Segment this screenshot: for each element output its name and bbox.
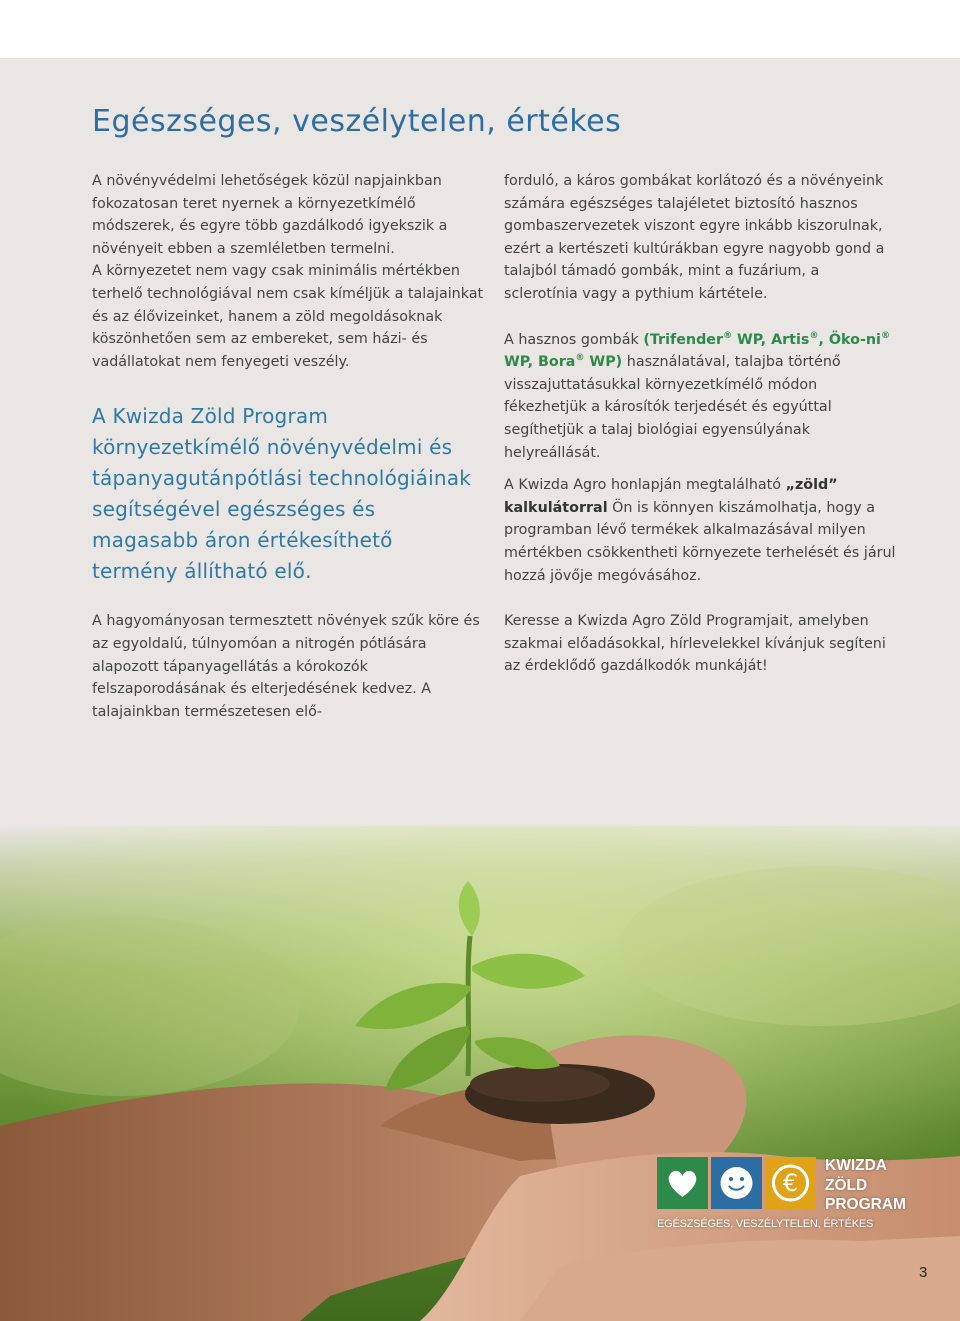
highlight-quote: A Kwizda Zöld Program környezetkímélő növényvédelmi és tápanyagutánpótlási technológiáinak segítségével egészséges és magasabb áron értékesíthető termény állítható elő. <box>92 404 471 584</box>
intro-paragraph: A növényvédelmi lehetőségek közül napjainkban fokozatosan teret nyernek a környezetkímélő módszerek, és egyre több gazdálkodó igyekszik a növényeit ebben a szemléletben termelni. <box>92 173 448 257</box>
calculator-lead: A Kwizda Agro honlapján megtalálható <box>504 477 786 494</box>
closing-paragraph: Keresse a Kwizda Agro Zöld Programjait, amelyben szakmai előadásokkal, hírlevelekkel kívánjuk segíteni az érdeklődő gazdálkodók munkáját! <box>504 613 886 675</box>
product-names: (Trifender® WP, Artis®, Öko-ni® WP, Bora® WP) <box>504 330 890 371</box>
calculator-paragraph <box>504 474 896 587</box>
logo-line-zold: ZÖLD <box>825 1176 868 1194</box>
calculator-rest: Ön is könnyen kiszámolhatja, hogy a programban lévő termékek alkalmazásával milyen mértékben csökkentheti környezete terhelését és járul hozzá jövője megóvásához. <box>504 499 896 584</box>
page-number: 3 <box>919 1264 928 1281</box>
text-column-right <box>504 170 896 678</box>
logo-line-kwizda: KWIZDA <box>825 1157 887 1174</box>
svg-text:€: € <box>782 1169 799 1197</box>
environment-paragraph: A környezetet nem vagy csak minimális mértékben terhelő technológiával nem csak kíméljük a talajainkat és az élővizeinket, hanem a zöld megoldásoknak köszönhetően sem az embereket, sem házi- és vadállatokat nem fenyegeti veszély. <box>92 263 484 370</box>
cultivation-paragraph: A hagyományosan termesztett növények szűk köre és az egyoldalú, túlnyomóan a nitrogén pótlására alapozott tápanyagellátás a kórokozók felszaporodásának és elterjedésének kedvez. A talajainkban természetesen elő- <box>92 613 480 720</box>
hands-seedling-photo <box>0 826 960 1321</box>
products-lead: A hasznos gombák <box>504 331 644 348</box>
text-column-left <box>92 170 484 723</box>
products-rest: használatával, talajba történő visszajuttatásukkal környezetkímélő módon fékezhetjük a károsítók terjedését és egyúttal segíthetjük a talaj biológiai egyensúlyának helyreállását. <box>504 354 841 461</box>
fungi-paragraph: forduló, a káros gombákat korlátozó és a növényeink számára egészséges talajéletet biztosító hasznos gombaszervezetek viszont egyre inkább kiszorulnak, ezért a kertészeti kultúrákban egyre nagyobb gond a talajból támadó gombák, mint a fuzárium, a sclerotínia vagy a pythium kártétele. <box>504 173 885 302</box>
calculator-link[interactable]: „zöld” kalkulátorral <box>504 477 838 516</box>
logo-tagline: EGÉSZSÉGES, VESZÉLYTELEN, ÉRTÉKES <box>657 1218 874 1230</box>
smiley-icon <box>721 1167 753 1199</box>
products-paragraph <box>504 329 896 465</box>
logo-wordmark <box>825 1156 935 1215</box>
page-title: Egészséges, veszélytelen, értékes <box>92 104 622 139</box>
logo-line-program: PROGRAM <box>825 1196 906 1213</box>
